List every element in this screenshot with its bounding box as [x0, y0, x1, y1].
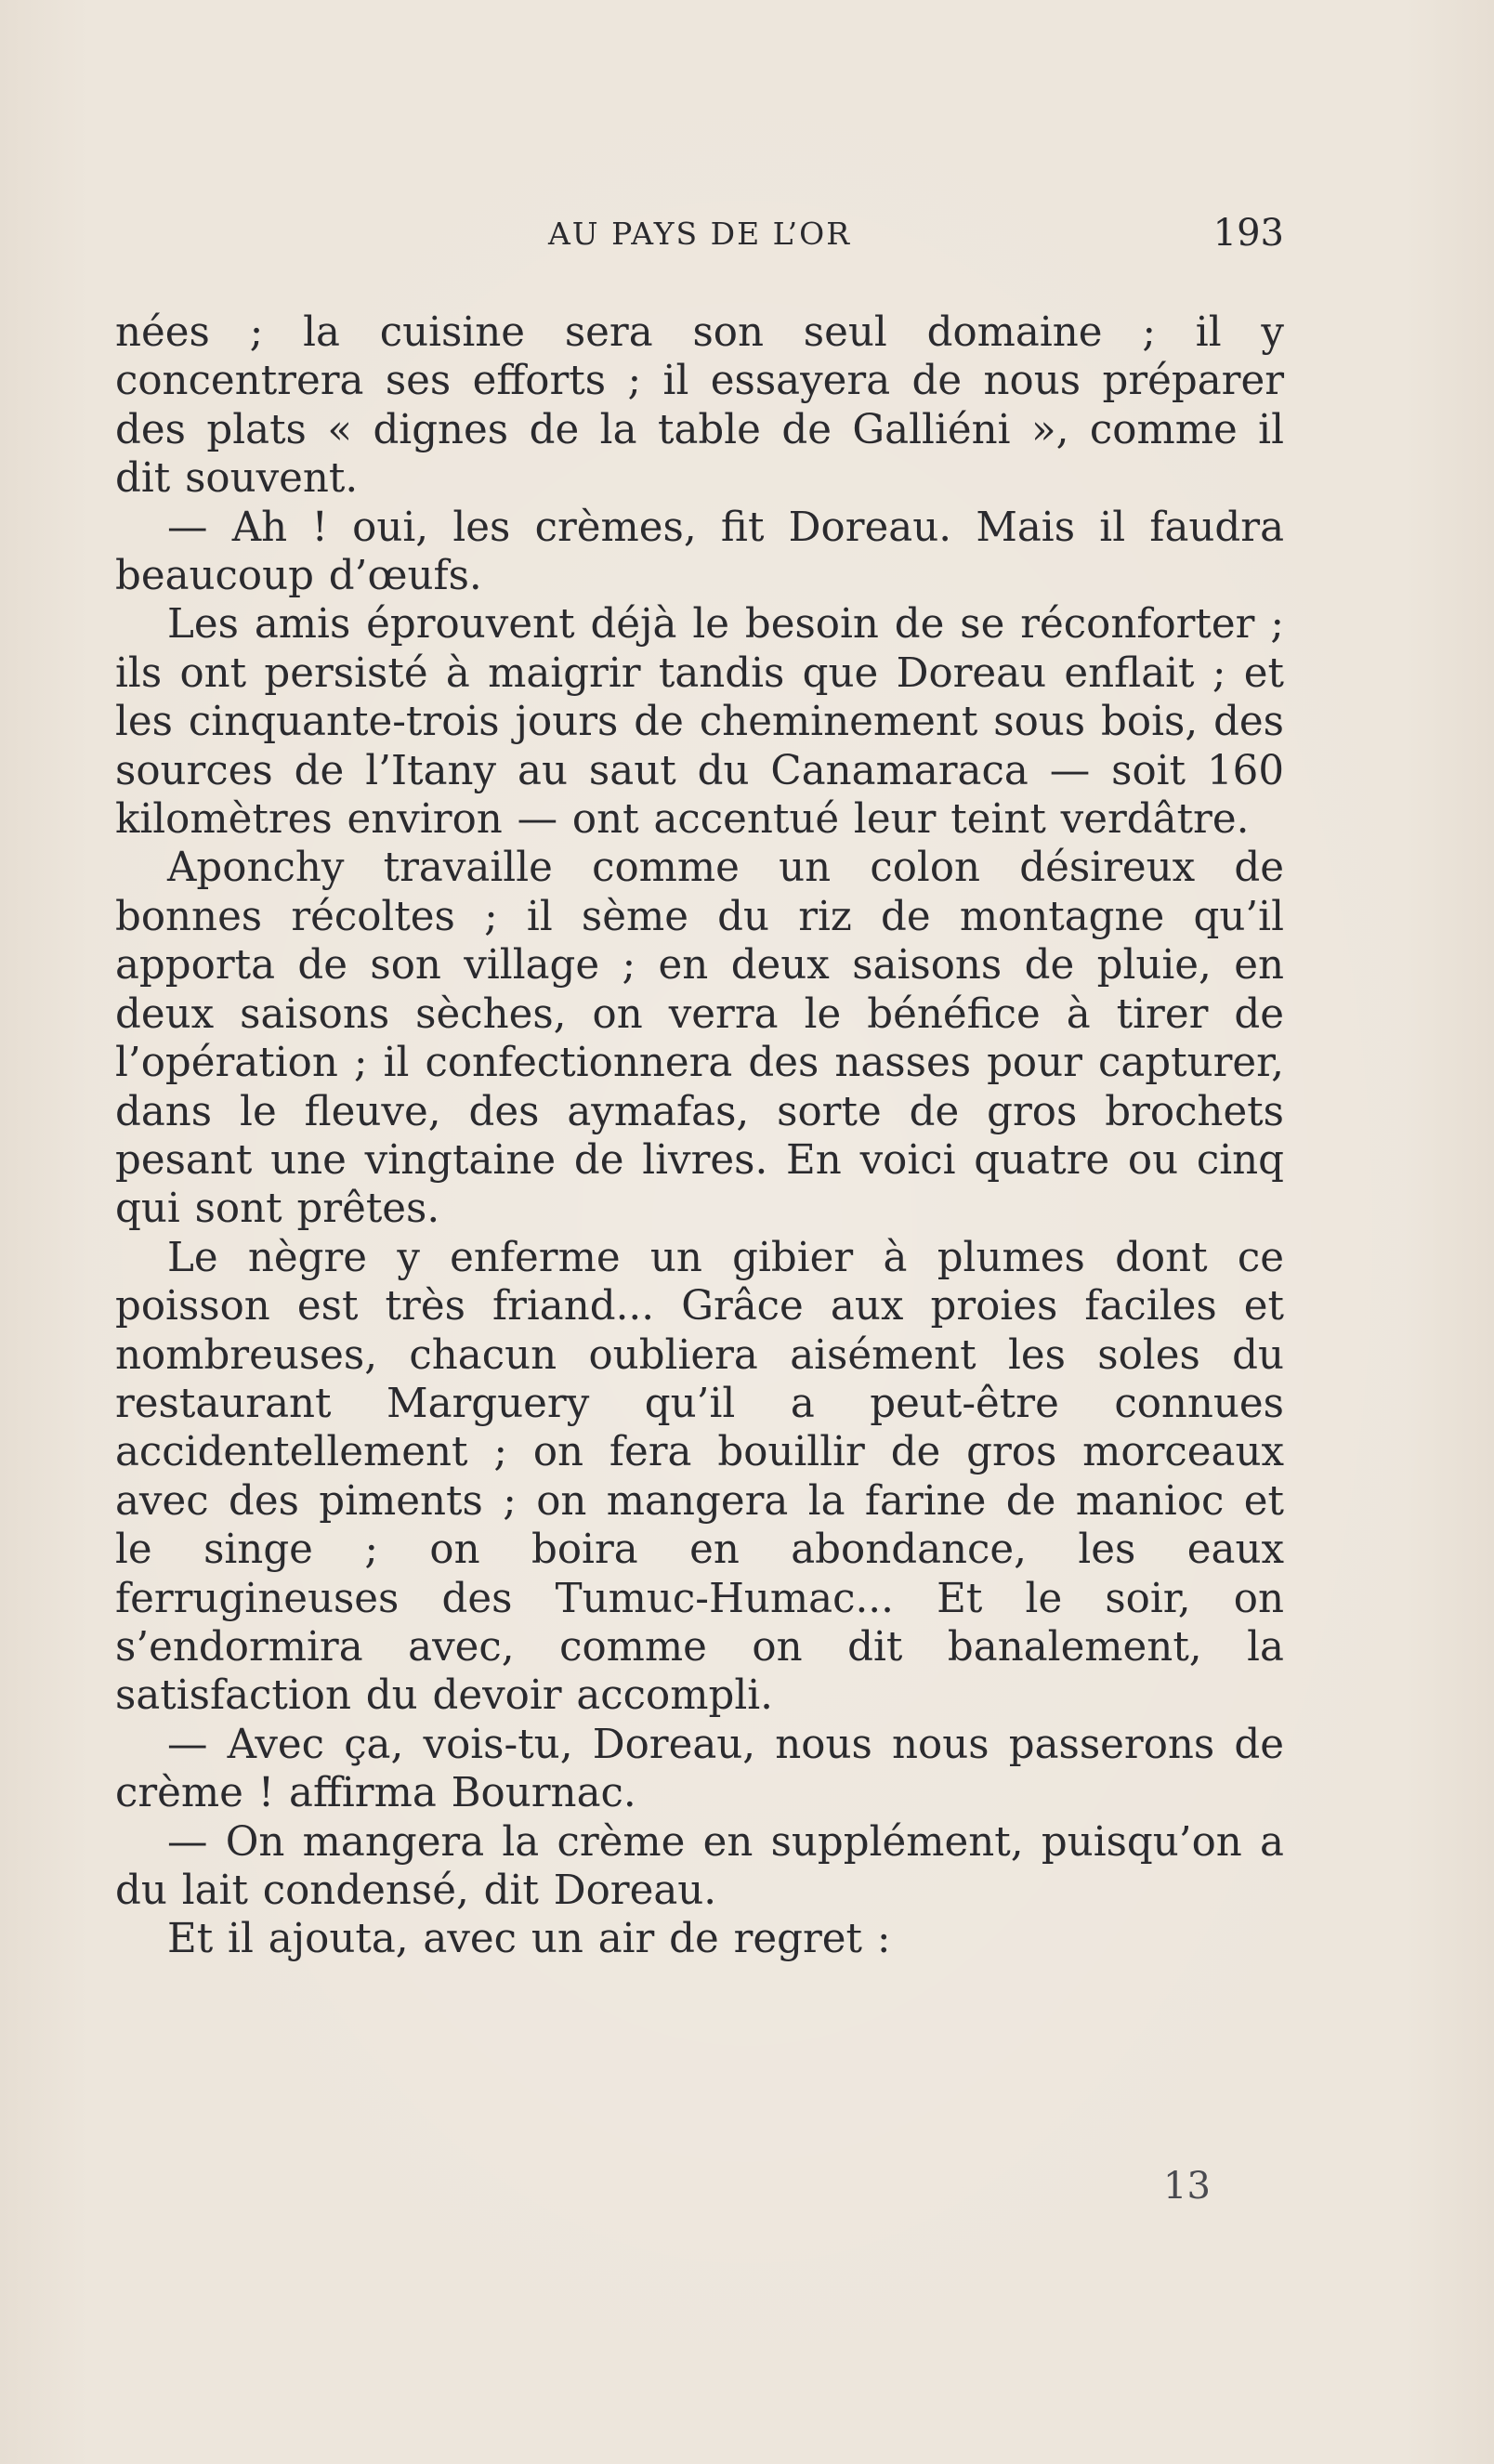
- signature-mark: 13: [1163, 2165, 1211, 2208]
- running-head: [115, 212, 1284, 258]
- paragraph-6: — Avec ça, vois-tu, Doreau, nous nous passerons de crème ! affirma Bournac.: [115, 1721, 1284, 1817]
- paragraph-3: Les amis éprouvent déjà le besoin de se réconforter ; ils ont persisté à maigrir tandis que Doreau enflait ; et les cinquante-trois jours de cheminement sous bois, des sources de l’Itany au saut du Canamaraca — soit 160 kilomètres environ — ont accentué leur teint verdâtre.: [115, 601, 1284, 844]
- paragraph-5: Le nègre y enferme un gibier à plumes dont ce poisson est très friand... Grâce aux proies faciles et nombreuses, chacun oubliera aisément les soles du restaurant Marguery qu’il a peut-être connues accidentellement ; on fera bouillir de gros morceaux avec des piments ; on mangera la farine de manioc et le singe ; on boira en abondance, les eaux ferrugineuses des Tumuc-Humac... Et le soir, on s’endormira avec, comme on dit banalement, la satisfaction du devoir accompli.: [115, 1234, 1284, 1720]
- body-text: [115, 308, 1284, 1964]
- paragraph-7: — On mangera la crème en supplément, puisqu’on a du lait condensé, dit Doreau.: [115, 1818, 1284, 1914]
- paragraph-1: nées ; la cuisine sera son seul domaine ; il y concentrera ses efforts ; il essayera de nous préparer des plats « dignes de la table de Galliéni », comme il dit souvent.: [115, 309, 1284, 503]
- paragraph-4: Aponchy travaille comme un colon désireux de bonnes récoltes ; il sème du riz de montagne qu’il apporta de son village ; en deux saisons de pluie, en deux saisons sèches, on verra le bénéfice à tirer de l’opération ; il confectionnera des nasses pour capturer, dans le fleuve, des aymafas, sorte de gros brochets pesant une vingtaine de livres. En voici quatre ou cinq qui sont prêtes.: [115, 845, 1284, 1233]
- page-number: 193: [1212, 212, 1284, 255]
- paragraph-8: Et il ajouta, avec un air de regret :: [167, 1916, 891, 1963]
- running-title: AU PAYS DE L’OR: [547, 216, 852, 252]
- paragraph-2: — Ah ! oui, les crèmes, fit Doreau. Mais il faudra beaucoup d’œufs.: [115, 504, 1284, 600]
